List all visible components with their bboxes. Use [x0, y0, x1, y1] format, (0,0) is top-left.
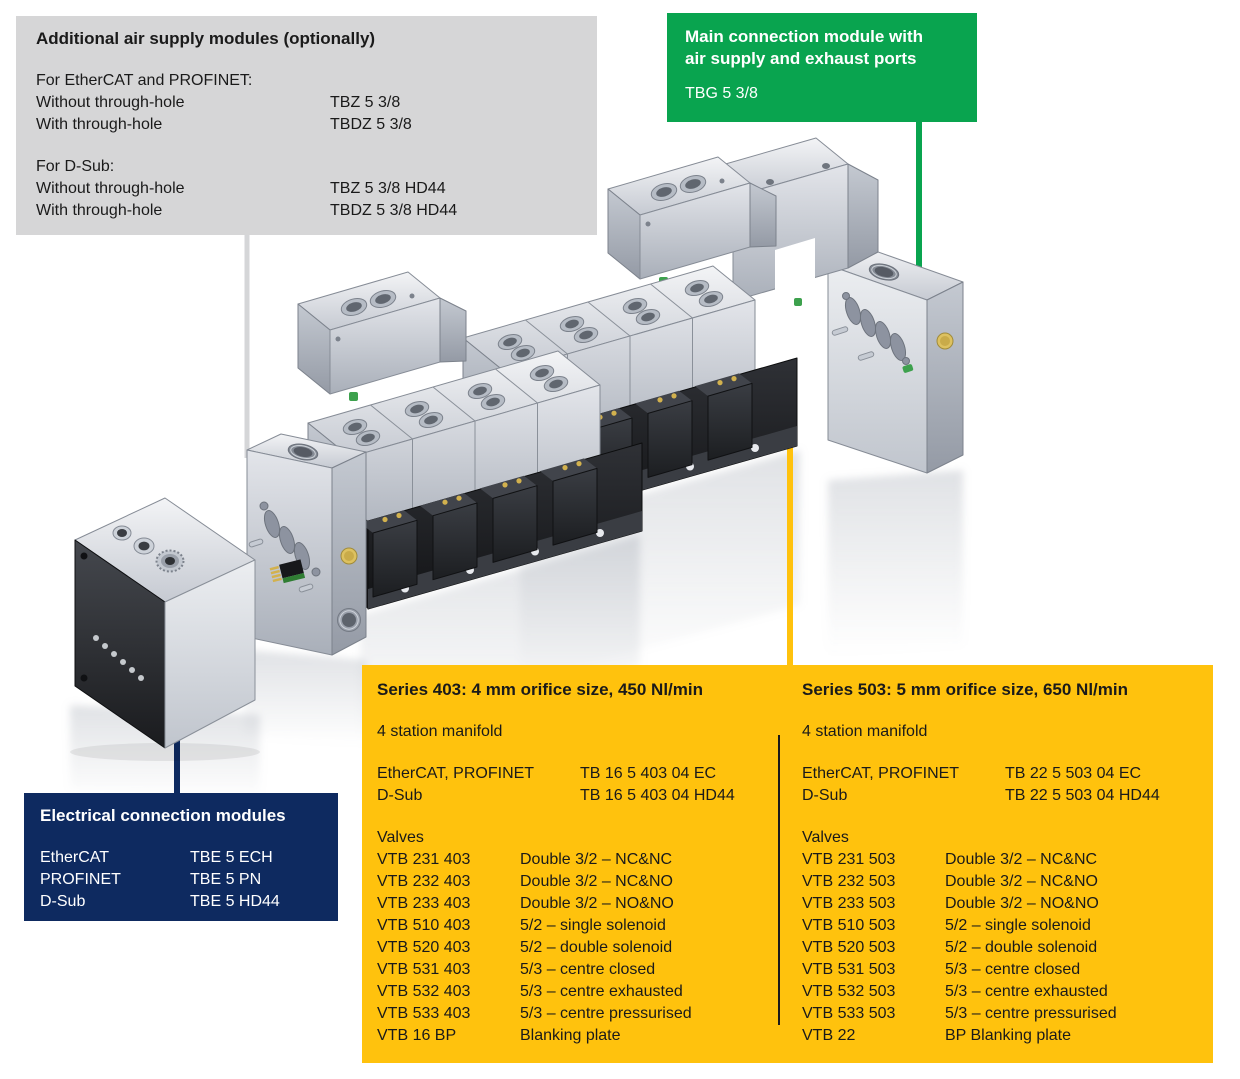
valve-description: Double 3/2 – NO&NO — [945, 895, 1099, 912]
valve-description: 5/3 – centre exhausted — [520, 983, 683, 1000]
valve-description: 5/2 – double solenoid — [945, 939, 1098, 956]
series-403-title: Series 403: 4 mm orifice size, 450 Nl/min — [377, 680, 703, 699]
spec-row — [36, 200, 577, 222]
spec-value: TBE 5 HD44 — [190, 893, 280, 910]
valve-code: VTB 232 503 — [802, 873, 896, 890]
valve-description: 5/2 – single solenoid — [520, 917, 666, 934]
spec-value: TBE 5 ECH — [190, 849, 273, 866]
spec-row — [802, 785, 1202, 807]
valve-code: VTB 231 503 — [802, 851, 896, 868]
callout-additional-air-supply-modules — [16, 16, 597, 235]
valve-code: VTB 233 403 — [377, 895, 471, 912]
valve-description: Double 3/2 – NC&NC — [520, 851, 673, 868]
valve-description: BP Blanking plate — [945, 1027, 1072, 1044]
callout-title-line2: air supply and exhaust ports — [685, 49, 917, 68]
valve-row — [802, 893, 1202, 915]
valve-row — [377, 1025, 773, 1047]
valve-description: Double 3/2 – NC&NC — [945, 851, 1098, 868]
valves-heading: Valves — [377, 829, 424, 846]
valve-code: VTB 16 BP — [377, 1027, 457, 1044]
valve-code: VTB 231 403 — [377, 851, 471, 868]
spec-value: TB 22 5 503 04 EC — [1005, 765, 1142, 782]
valve-code: VTB 232 403 — [377, 873, 471, 890]
valve-row — [802, 849, 1202, 871]
spec-label: EtherCAT, PROFINET — [377, 765, 535, 782]
valve-code: VTB 533 503 — [802, 1005, 896, 1022]
callout-title: Electrical connection modules — [40, 806, 286, 825]
valve-code: VTB 531 503 — [802, 961, 896, 978]
valve-row — [802, 871, 1202, 893]
spec-label: D-Sub — [377, 787, 423, 804]
spec-row — [36, 92, 577, 114]
cover-notch — [775, 238, 815, 308]
spec-value: TBDZ 5 3/8 HD44 — [330, 202, 458, 219]
valve-description: 5/3 – centre pressurised — [520, 1005, 692, 1022]
spec-value: TBE 5 PN — [190, 871, 262, 888]
callout-main-connection-module — [667, 13, 977, 122]
spec-row — [36, 114, 577, 136]
callout-electrical-connection-modules — [24, 793, 338, 921]
spec-value: TBDZ 5 3/8 — [330, 116, 412, 133]
spec-value: TBZ 5 3/8 HD44 — [330, 180, 446, 197]
valve-row — [802, 959, 1202, 981]
valves-heading: Valves — [802, 829, 849, 846]
valve-row — [377, 959, 773, 981]
spec-value: TB 16 5 403 04 HD44 — [580, 787, 735, 804]
valve-code: VTB 533 403 — [377, 1005, 471, 1022]
valve-description: 5/3 – centre closed — [520, 961, 656, 978]
spec-value: TB 16 5 403 04 EC — [580, 765, 717, 782]
module-code: TBG 5 3/8 — [685, 85, 758, 102]
valve-row — [802, 937, 1202, 959]
valve-row — [377, 893, 773, 915]
spec-label: D-Sub — [802, 787, 848, 804]
valve-row — [802, 915, 1202, 937]
callout-title: Additional air supply modules (optionally) — [36, 29, 376, 48]
air-supply-module-3d-1 — [298, 272, 466, 401]
spec-label: D-Sub — [40, 893, 86, 910]
valve-description: Blanking plate — [520, 1027, 621, 1044]
spec-row — [802, 763, 1202, 785]
valve-description: 5/3 – centre pressurised — [945, 1005, 1117, 1022]
valve-code: VTB 520 503 — [802, 939, 896, 956]
spec-row — [36, 178, 577, 200]
series-403-column — [377, 679, 773, 1047]
valve-description: 5/3 – centre exhausted — [945, 983, 1108, 1000]
spec-value: TBZ 5 3/8 — [330, 94, 401, 111]
valve-row — [802, 981, 1202, 1003]
valve-code: VTB 531 403 — [377, 961, 471, 978]
spec-label: Without through-hole — [36, 180, 185, 197]
spec-value: TB 22 5 503 04 HD44 — [1005, 787, 1160, 804]
manifold-label: 4 station manifold — [377, 723, 503, 740]
callout-title-line1: Main connection module with — [685, 27, 923, 46]
callout-series-manifolds — [362, 665, 1213, 1063]
valve-description: Double 3/2 – NC&NO — [520, 873, 673, 890]
valve-code: VTB 510 503 — [802, 917, 896, 934]
valve-row — [802, 1025, 1202, 1047]
group-heading-ethercat-profinet: For EtherCAT and PROFINET: — [36, 72, 253, 89]
push-in-fitting — [794, 298, 802, 306]
valve-description: Double 3/2 – NO&NO — [520, 895, 674, 912]
valve-code: VTB 520 403 — [377, 939, 471, 956]
valve-description: 5/3 – centre closed — [945, 961, 1081, 978]
valve-row — [377, 871, 773, 893]
valve-description: 5/2 – single solenoid — [945, 917, 1091, 934]
series-503-title: Series 503: 5 mm orifice size, 650 Nl/min — [802, 680, 1128, 699]
valve-code: VTB 22 — [802, 1027, 856, 1044]
spec-row — [40, 869, 322, 891]
valve-description: 5/2 – double solenoid — [520, 939, 673, 956]
spec-row — [40, 847, 322, 869]
intermediate-supply-plate-3d — [247, 434, 366, 655]
spec-label: With through-hole — [36, 116, 163, 133]
valve-code: VTB 532 403 — [377, 983, 471, 1000]
gold-port-plug — [937, 333, 953, 349]
valve-description: Double 3/2 – NC&NO — [945, 873, 1098, 890]
spec-row — [40, 891, 322, 913]
valve-row — [377, 1003, 773, 1025]
threaded-port-side — [338, 609, 361, 632]
valve-row — [377, 915, 773, 937]
manifold-label: 4 station manifold — [802, 723, 928, 740]
spec-row — [377, 763, 773, 785]
valve-code: VTB 532 503 — [802, 983, 896, 1000]
valve-code: VTB 233 503 — [802, 895, 896, 912]
spec-label: EtherCAT, PROFINET — [802, 765, 960, 782]
spec-label: Without through-hole — [36, 94, 185, 111]
series-503-column — [802, 679, 1202, 1047]
gold-port-plug — [341, 548, 357, 564]
push-in-fitting — [349, 392, 358, 401]
valve-row — [802, 1003, 1202, 1025]
spec-label: With through-hole — [36, 202, 163, 219]
valve-row — [377, 849, 773, 871]
valve-row — [377, 937, 773, 959]
valve-row — [377, 981, 773, 1003]
spec-label: EtherCAT — [40, 849, 110, 866]
valve-code: VTB 510 403 — [377, 917, 471, 934]
spec-label: PROFINET — [40, 871, 121, 888]
group-heading-dsub: For D-Sub: — [36, 158, 115, 175]
column-divider — [778, 735, 780, 1025]
main-connection-module-3d — [828, 247, 963, 473]
spec-row — [377, 785, 773, 807]
